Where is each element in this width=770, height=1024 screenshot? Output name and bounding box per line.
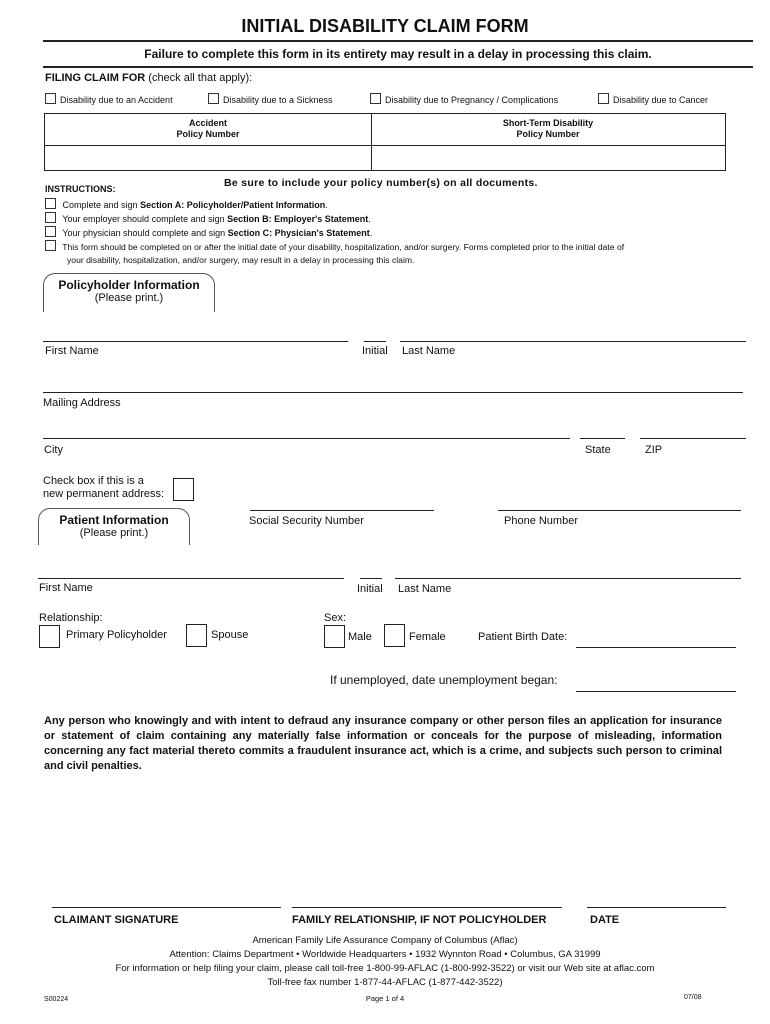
birth-date-label: Patient Birth Date: bbox=[478, 631, 568, 643]
pt-first-name-line[interactable] bbox=[38, 578, 344, 579]
checkbox[interactable] bbox=[45, 212, 56, 223]
instructions-heading: INSTRUCTIONS: bbox=[45, 184, 116, 194]
pt-last-name-line[interactable] bbox=[395, 578, 741, 579]
sex-label: Sex: bbox=[324, 612, 347, 624]
title-rule bbox=[43, 40, 753, 42]
unemployed-line[interactable] bbox=[576, 691, 736, 692]
spouse-checkbox[interactable] bbox=[186, 624, 207, 647]
checkbox[interactable] bbox=[45, 93, 56, 104]
page-number: Page 1 of 4 bbox=[365, 994, 405, 1003]
form-code: S00224 bbox=[44, 996, 69, 1003]
pt-last-name-label: Last Name bbox=[398, 583, 452, 595]
footer-info: For information or help filing your claim, please call toll-free 1-800-99-AFLAC (1-800-992-3522) or visit our Web site at aflac.com bbox=[115, 963, 655, 974]
claimant-signature-line[interactable] bbox=[52, 907, 281, 908]
footer-company: American Family Life Assurance Company of Columbus (Aflac) bbox=[252, 935, 518, 946]
checkbox[interactable] bbox=[45, 198, 56, 209]
unemployed-label: If unemployed, date unemployment began: bbox=[330, 673, 558, 687]
date-label: DATE bbox=[590, 914, 620, 926]
form-version: 07/08 bbox=[684, 994, 702, 1001]
ph-city-line[interactable] bbox=[43, 438, 570, 439]
instruction-2: Your employer should complete and sign Section B: Employer's Statement. bbox=[45, 212, 371, 224]
checkbox[interactable] bbox=[598, 93, 609, 104]
checkbox[interactable] bbox=[208, 93, 219, 104]
accident-policy-header: Accident Policy Number bbox=[176, 118, 240, 139]
pt-ssn-line[interactable] bbox=[250, 510, 434, 511]
family-relationship-line[interactable] bbox=[292, 907, 562, 908]
ph-state-line[interactable] bbox=[580, 438, 625, 439]
filing-option-cancer[interactable]: Disability due to Cancer bbox=[598, 93, 708, 105]
policyholder-section-tab: Policyholder Information (Please print.) bbox=[43, 273, 215, 312]
ph-mailing-line[interactable] bbox=[43, 392, 743, 393]
pt-phone-line[interactable] bbox=[498, 510, 741, 511]
ph-mailing-label: Mailing Address bbox=[43, 397, 121, 409]
accident-policy-input[interactable] bbox=[46, 146, 370, 169]
claimant-signature-label: CLAIMANT SIGNATURE bbox=[54, 914, 179, 926]
relationship-label: Relationship: bbox=[39, 612, 103, 624]
ph-last-name-label: Last Name bbox=[402, 345, 456, 357]
ph-city-label: City bbox=[44, 444, 63, 456]
ph-first-name-label: First Name bbox=[45, 345, 99, 357]
pt-phone-label: Phone Number bbox=[504, 515, 578, 527]
footer-fax: Toll-free fax number 1-877-44-AFLAC (1-877-442-3522) bbox=[267, 977, 503, 988]
pt-first-name-label: First Name bbox=[39, 582, 93, 594]
instruction-4: This form should be completed on or after the initial date of your disability, hospitalization, and/or surgery. Forms completed prior to the initial date of your disability, hospitalization, and/or surgery, may result in a delay in processing this claim. bbox=[45, 240, 735, 267]
filing-option-accident[interactable]: Disability due to an Accident bbox=[45, 93, 173, 105]
ph-state-label: State bbox=[585, 444, 611, 456]
pt-initial-line[interactable] bbox=[360, 578, 382, 579]
primary-policyholder-label: Primary Policyholder bbox=[66, 629, 167, 641]
female-label: Female bbox=[409, 631, 446, 643]
ph-first-name-line[interactable] bbox=[43, 341, 348, 342]
std-policy-input[interactable] bbox=[372, 146, 724, 169]
date-line[interactable] bbox=[587, 907, 726, 908]
warning-rule bbox=[43, 66, 753, 68]
female-checkbox[interactable] bbox=[384, 624, 405, 647]
footer-attention: Attention: Claims Department • Worldwide Headquarters • 1932 Wynnton Road • Columbus, GA 31999 bbox=[169, 949, 601, 960]
spouse-label: Spouse bbox=[211, 629, 249, 641]
page-title: INITIAL DISABILITY CLAIM FORM bbox=[241, 16, 529, 36]
new-address-label: Check box if this is a new permanent address: bbox=[43, 475, 165, 500]
pt-initial-label: Initial bbox=[357, 583, 383, 595]
instruction-3: Your physician should complete and sign Section C: Physician's Statement. bbox=[45, 226, 372, 238]
pt-ssn-label: Social Security Number bbox=[249, 515, 364, 527]
checkbox[interactable] bbox=[45, 226, 56, 237]
policy-table bbox=[44, 113, 726, 171]
new-address-checkbox[interactable] bbox=[173, 478, 194, 501]
checkbox[interactable] bbox=[45, 240, 56, 251]
filing-label: FILING CLAIM FOR (check all that apply): bbox=[45, 72, 253, 84]
ph-zip-label: ZIP bbox=[645, 444, 663, 456]
primary-policyholder-checkbox[interactable] bbox=[39, 625, 60, 648]
family-relationship-label: FAMILY RELATIONSHIP, IF NOT POLICYHOLDER bbox=[292, 914, 547, 926]
checkbox[interactable] bbox=[370, 93, 381, 104]
warning-text: Failure to complete this form in its entirety may result in a delay in processing this claim. bbox=[144, 47, 652, 61]
instruction-1: Complete and sign Section A: Policyholder/Patient Information. bbox=[45, 198, 328, 210]
fraud-warning: Any person who knowingly and with intent to defraud any insurance company or other person files an application for insurance or statement of claim containing any materially false information or conceals for the purpose of misleading, information concerning any fact material thereto commits a fraudulent insurance act, which is a crime, and subjects such person to criminal and civil penalties. bbox=[44, 715, 722, 772]
policy-reminder: Be sure to include your policy number(s) on all documents. bbox=[224, 177, 538, 189]
filing-option-pregnancy[interactable]: Disability due to Pregnancy / Complications bbox=[370, 93, 558, 105]
birth-date-line[interactable] bbox=[576, 647, 736, 648]
male-label: Male bbox=[348, 631, 372, 643]
ph-last-name-line[interactable] bbox=[400, 341, 746, 342]
ph-initial-line[interactable] bbox=[364, 341, 386, 342]
std-policy-header: Short-Term Disability Policy Number bbox=[502, 118, 594, 139]
male-checkbox[interactable] bbox=[324, 625, 345, 648]
ph-initial-label: Initial bbox=[362, 345, 388, 357]
patient-section-tab: Patient Information (Please print.) bbox=[38, 508, 190, 545]
filing-option-sickness[interactable]: Disability due to a Sickness bbox=[208, 93, 333, 105]
ph-zip-line[interactable] bbox=[640, 438, 746, 439]
